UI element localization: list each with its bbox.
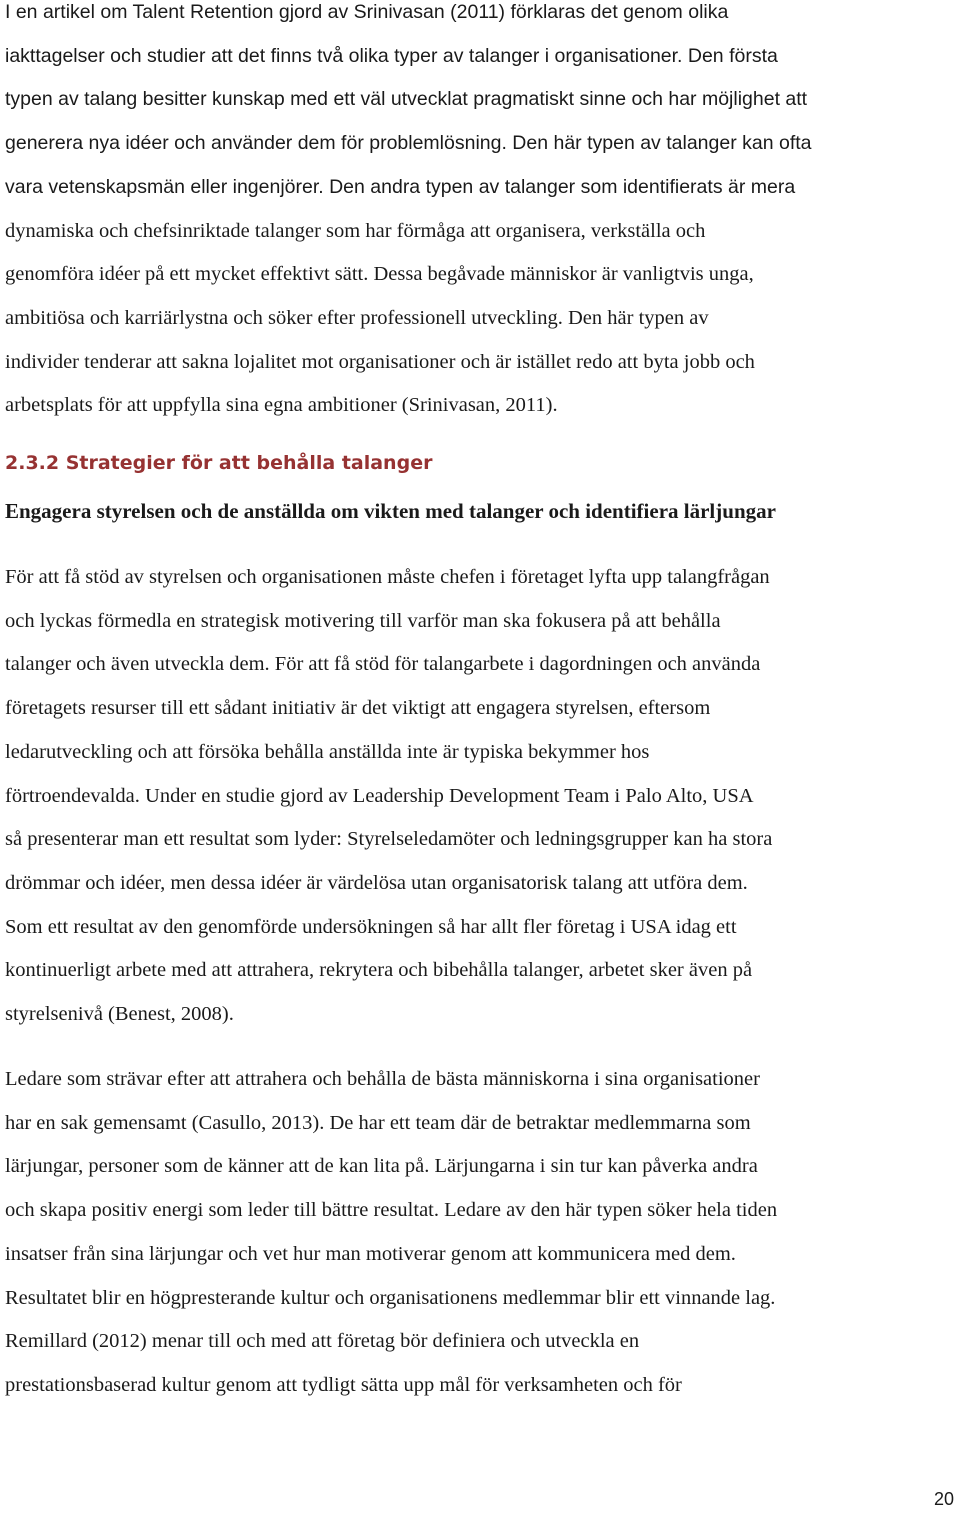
paragraph-line: arbetsplats för att uppfylla sina egna ambitioner (Srinivasan, 2011). xyxy=(5,394,558,417)
page-number: 20 xyxy=(933,1489,954,1509)
paragraph-line: Remillard (2012) menar till och med att företag bör definiera och utveckla en xyxy=(5,1330,640,1353)
paragraph-line: och lyckas förmedla en strategisk motivering till varför man ska fokusera på att behålla xyxy=(5,609,721,632)
paragraph-line: vara vetenskapsmän eller ingenjörer. Den andra typen av talanger som identifierats är mera xyxy=(5,175,796,198)
paragraph-line: och skapa positiv energi som leder till bättre resultat. Ledare av den här typen söker hela tiden xyxy=(5,1199,778,1222)
paragraph-talent-types xyxy=(5,0,955,428)
paragraph-line: förtroendevalda. Under en studie gjord av Leadership Development Team i Palo Alto, USA xyxy=(5,784,754,807)
paragraph-line: insatser från sina lärjungar och vet hur man motiverar genom att kommunicera med dem. xyxy=(5,1242,736,1265)
paragraph-line: prestationsbaserad kultur genom att tydligt sätta upp mål för verksamheten och för xyxy=(5,1373,682,1396)
paragraph-line: individer tenderar att sakna lojalitet mot organisationer och är istället redo att byta jobb och xyxy=(5,350,755,373)
paragraph-line: Ledare som strävar efter att attrahera och behålla de bästa människorna i sina organisationer xyxy=(5,1068,760,1090)
paragraph-line: genomföra idéer på ett mycket effektivt sätt. Dessa begåvade människor är vanligtvis unga, xyxy=(5,263,754,286)
paragraph-line: drömmar och idéer, men dessa idéer är värdelösa utan organisatorisk talang att utföra dem. xyxy=(5,871,748,894)
section-heading: 2.3.2 Strategier för att behålla talanger xyxy=(5,452,433,474)
paragraph-line: styrelsenivå (Benest, 2008). xyxy=(5,1003,234,1026)
paragraph-line: har en sak gemensamt (Casullo, 2013). De har ett team där de betraktar medlemmarna som xyxy=(5,1111,751,1134)
paragraph-leaders-disciples xyxy=(5,1058,955,1408)
paragraph-line: ambitiösa och karriärlystna och söker efter professionell utveckling. Den här typen av xyxy=(5,306,709,329)
paragraph-line: generera nya idéer och använder dem för problemlösning. Den här typen av talanger kan ofta xyxy=(5,132,812,155)
paragraph-line: kontinuerligt arbete med att attrahera, rekrytera och bibehålla talanger, arbetet sker även på xyxy=(5,959,753,982)
paragraph-line: Resultatet blir en högpresterande kultur och organisationens medlemmar blir ett vinnande lag. xyxy=(5,1286,776,1309)
paragraph-line: Som ett resultat av den genomförde undersökningen så har allt fler företag i USA idag ett xyxy=(5,915,737,938)
paragraph-board-engagement xyxy=(5,556,955,1037)
paragraph-line: iakttagelser och studier att det finns två olika typer av talanger i organisationer. Den första xyxy=(5,44,778,67)
paragraph-line: ledarutveckling och att försöka behålla anställda inte är typiska bekymmer hos xyxy=(5,740,650,763)
paragraph-line: I en artikel om Talent Retention gjord av Srinivasan (2011) förklaras det genom olika xyxy=(5,1,729,23)
paragraph-line: För att få stöd av styrelsen och organisationen måste chefen i företaget lyfta upp talangfrågan xyxy=(5,566,770,588)
paragraph-line: talanger och även utveckla dem. För att få stöd för talangarbete i dagordningen och använda xyxy=(5,653,761,676)
sub-heading: Engagera styrelsen och de anställda om vikten med talanger och identifiera lärljungar xyxy=(5,499,776,523)
paragraph-line: typen av talang besitter kunskap med ett väl utvecklat pragmatiskt sinne och har möjlighet att xyxy=(5,88,808,111)
paragraph-line: lärjungar, personer som de känner att de kan lita på. Lärjungarna i sin tur kan påverka andra xyxy=(5,1155,758,1178)
paragraph-line: företagets resurser till ett sådant initiativ är det viktigt att engagera styrelsen, eftersom xyxy=(5,697,711,720)
paragraph-line: dynamiska och chefsinriktade talanger som har förmåga att organisera, verkställa och xyxy=(5,219,706,242)
paragraph-line: så presenterar man ett resultat som lyder: Styrelseledamöter och ledningsgrupper kan ha stora xyxy=(5,828,773,851)
